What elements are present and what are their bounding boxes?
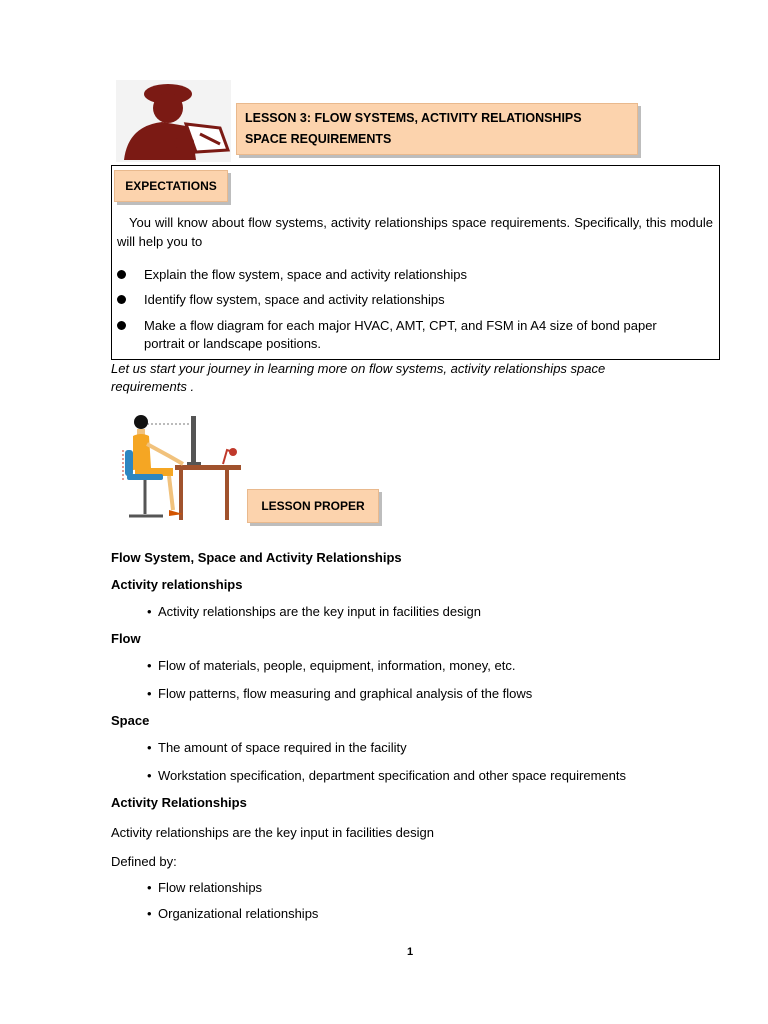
bullet-dot-icon — [117, 321, 126, 330]
expectations-tag: EXPECTATIONS — [114, 170, 228, 202]
defined-by-label: Defined by: — [111, 854, 177, 869]
reader-illustration — [116, 80, 231, 162]
lesson-proper-tag: LESSON PROPER — [247, 489, 379, 523]
main-heading: Flow System, Space and Activity Relationships — [111, 550, 402, 565]
page-number: 1 — [406, 946, 414, 958]
expectations-intro: You will know about flow systems, activity relationships space requirements. Specifically, this module will help you to — [117, 215, 713, 249]
section-heading: Activity relationships — [111, 577, 243, 592]
bullet-dot-icon — [117, 270, 126, 279]
activity-paragraph: Activity relationships are the key input in facilities design — [111, 825, 434, 840]
section-heading: Flow — [111, 631, 141, 646]
journey-text: Let us start your journey in learning more on flow systems, activity relationships space requirements . — [111, 361, 606, 394]
lesson-title-banner — [236, 103, 638, 155]
activity-heading: Activity Relationships — [111, 795, 247, 810]
workstation-illustration — [117, 410, 245, 522]
lesson-subtitle: SPACE REQUIREMENTS — [245, 132, 392, 146]
lesson-title: LESSON 3: FLOW SYSTEMS, ACTIVITY RELATIONSHIPS — [245, 111, 582, 125]
bullet-dot-icon — [117, 295, 126, 304]
section-heading: Space — [111, 713, 150, 728]
